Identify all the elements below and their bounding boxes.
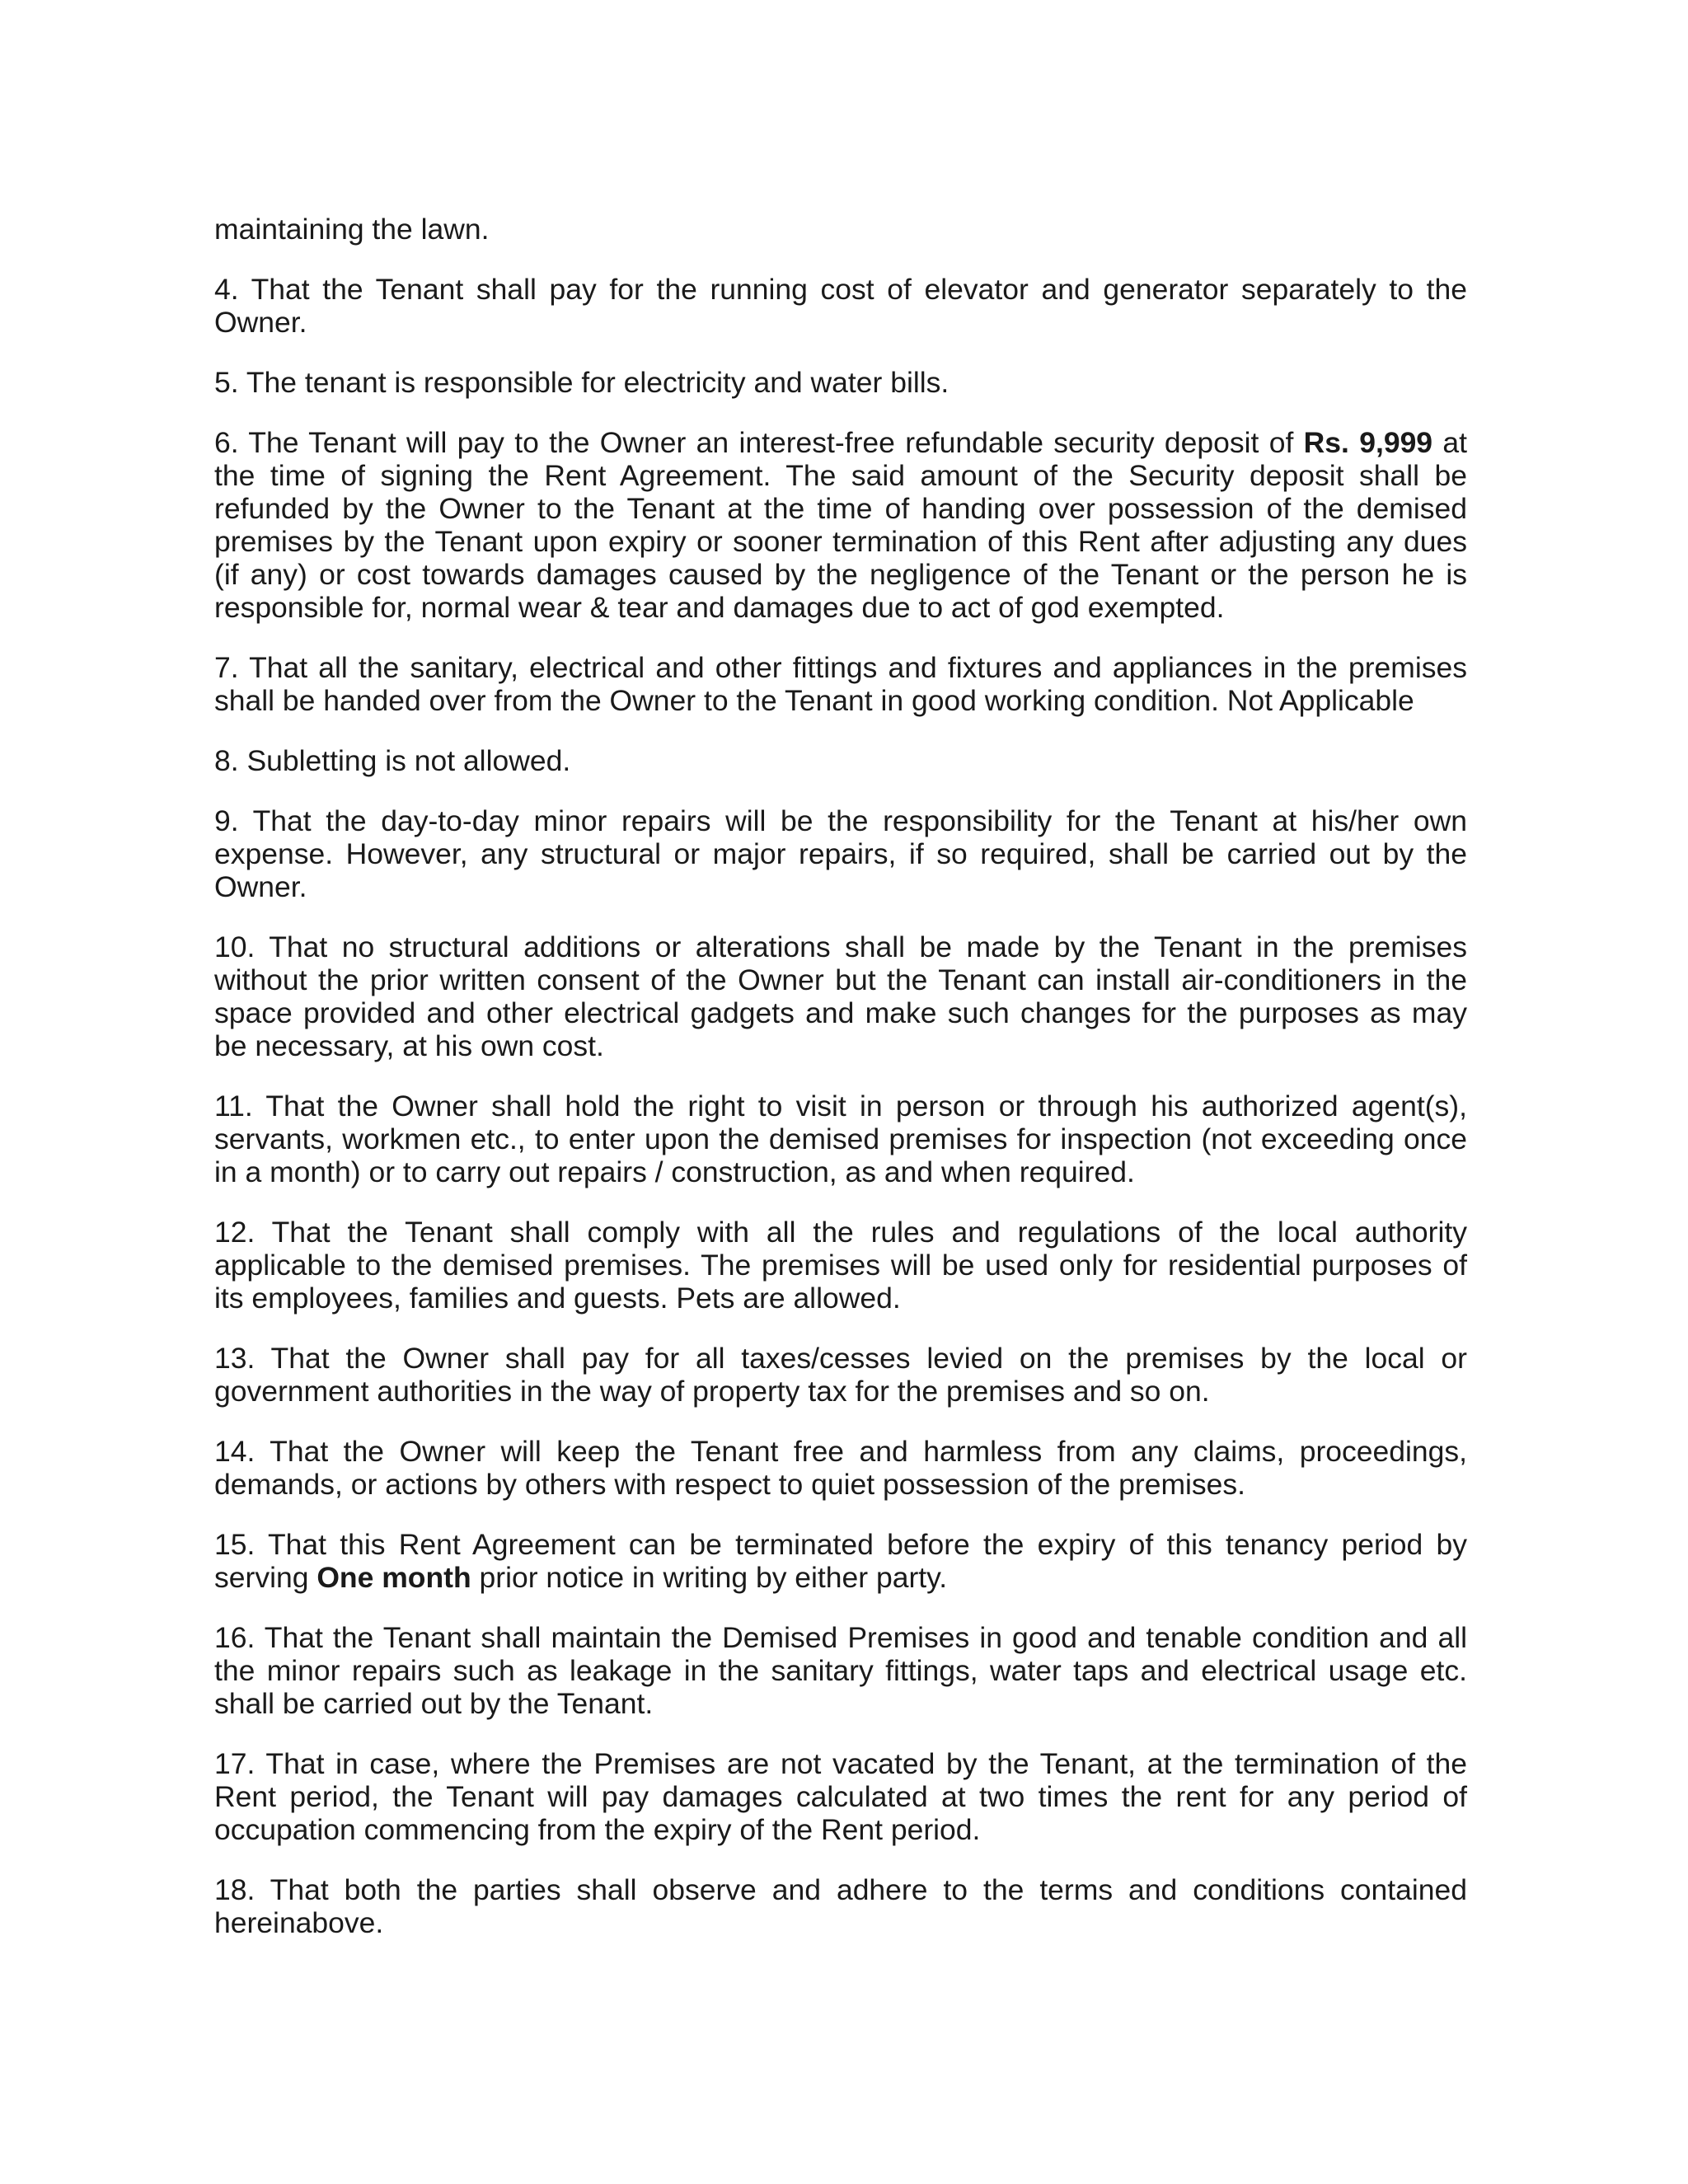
clause-10: 10. That no structural additions or alterations shall be made by the Tenant in the premises without the prior written consent of the Owner but the Tenant can install air-conditioners in the space provided and other electrical gadgets and make such changes for the purposes as may be necessary, at his own cost. <box>214 930 1467 1062</box>
document-page <box>214 213 1467 1966</box>
clause-18: 18. That both the parties shall observe and adhere to the terms and conditions contained hereinabove. <box>214 1873 1467 1939</box>
clause-17: 17. That in case, where the Premises are not vacated by the Tenant, at the termination of the Rent period, the Tenant will pay damages calculated at two times the rent for any period of occupation commencing from the expiry of the Rent period. <box>214 1747 1467 1846</box>
clause-9: 9. That the day-to-day minor repairs will be the responsibility for the Tenant at his/her own expense. However, any structural or major repairs, if so required, shall be carried out by the Owner. <box>214 804 1467 903</box>
clause-16: 16. That the Tenant shall maintain the Demised Premises in good and tenable condition and all the minor repairs such as leakage in the sanitary fittings, water taps and electrical usage etc. shall be carried out by the Tenant. <box>214 1621 1467 1720</box>
clause-13: 13. That the Owner shall pay for all taxes/cesses levied on the premises by the local or government authorities in the way of property tax for the premises and so on. <box>214 1342 1467 1408</box>
notice-period: One month <box>316 1561 471 1594</box>
clause-5: 5. The tenant is responsible for electricity and water bills. <box>214 366 950 399</box>
clause-6 <box>214 426 1467 624</box>
clause-12: 12. That the Tenant shall comply with all the rules and regulations of the local authority applicable to the demised premises. The premises will be used only for residential purposes of its employees, families and guests. Pets are allowed. <box>214 1216 1467 1315</box>
clause-11: 11. That the Owner shall hold the right to visit in person or through his authorized agent(s), servants, workmen etc., to enter upon the demised premises for inspection (not exceeding once in a month) or to carry out repairs / construction, as and when required. <box>214 1090 1467 1188</box>
clause-6-text-before: 6. The Tenant will pay to the Owner an interest-free refundable security deposit of <box>214 426 1304 459</box>
clause-15-text-after: prior notice in writing by either party. <box>471 1561 948 1594</box>
clause-6-text-after: at the time of signing the Rent Agreement. The said amount of the Security deposit shall be refunded by the Owner to the Tenant at the time of handing over possession of the demised premises by the Tenant upon expiry or sooner termination of this Rent after adjusting any dues (if any) or cost towards damages caused by the negligence of the Tenant or the person he is responsible for, normal wear & tear and damages due to act of god exempted. <box>214 426 1467 624</box>
clause-8: 8. Subletting is not allowed. <box>214 744 571 777</box>
clause-7: 7. That all the sanitary, electrical and other fittings and fixtures and appliances in the premises shall be handed over from the Owner to the Tenant in good working condition. Not Applicable <box>214 651 1467 717</box>
security-deposit-amount: Rs. 9,999 <box>1303 426 1433 459</box>
continuation-paragraph: maintaining the lawn. <box>214 213 490 246</box>
clause-14: 14. That the Owner will keep the Tenant free and harmless from any claims, proceedings, demands, or actions by others with respect to quiet possession of the premises. <box>214 1435 1467 1501</box>
clause-15-text-before: 15. That this Rent Agreement can be terminated before the expiry of this tenancy period by serving <box>214 1528 1467 1594</box>
clause-15 <box>214 1528 1467 1594</box>
clause-4: 4. That the Tenant shall pay for the running cost of elevator and generator separately to the Owner. <box>214 273 1467 339</box>
